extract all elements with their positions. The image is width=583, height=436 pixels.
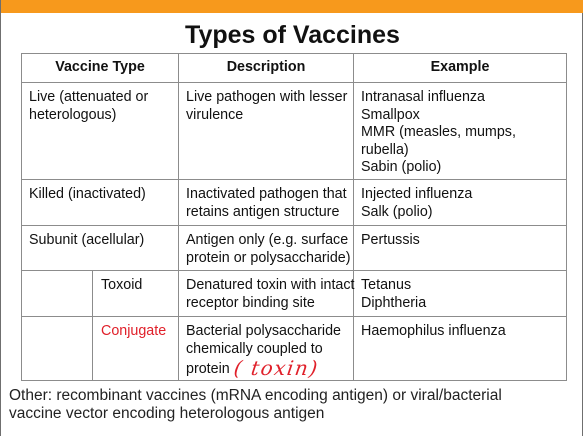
table-row-live [22,83,567,180]
table-row-killed [22,180,567,226]
description-line: protein or polysaccharide) [186,249,351,266]
handwritten-annotation: ( toxin) [232,356,321,380]
description-line: protein [186,361,230,377]
example-line: Intranasal influenza [361,89,486,105]
description-line-with-note [186,358,351,379]
description-line: receptor binding site [186,294,315,311]
top-accent-bar [1,0,583,13]
vaccine-type-cell [22,226,179,271]
description-cell [179,180,354,226]
vaccine-type-line: Live (attenuated or [29,89,149,105]
description-line: Antigen only (e.g. surface [186,232,349,248]
subtype-cell [93,271,179,317]
header-vaccine-type: Vaccine Type [22,54,179,83]
subtype-label-toxoid: Toxoid [101,277,143,293]
example-cell [354,271,567,317]
footer-note [9,387,569,423]
vaccine-type-line: Killed (inactivated) [29,186,146,202]
example-line: Diphtheria [361,294,427,311]
vaccine-type-line: Subunit (acellular) [29,232,145,248]
description-cell [179,317,354,381]
header-example: Example [354,54,567,83]
vaccine-type-line: heterologous) [29,106,117,123]
example-line: MMR (measles, mumps, [361,124,516,140]
subtype-label-conjugate: Conjugate [101,323,167,339]
example-line: Tetanus [361,277,412,293]
example-cell [354,180,567,226]
description-line: chemically coupled to [186,340,323,357]
vaccine-types-table [21,53,567,381]
description-line: Denatured toxin with intact [186,277,355,293]
example-line: Salk (polio) [361,203,433,220]
description-line: Inactivated pathogen that [186,186,347,202]
description-cell [179,226,354,271]
footer-line: vaccine vector encoding heterologous antigen [9,405,325,422]
description-line: Bacterial polysaccharide [186,323,341,339]
description-cell [179,83,354,180]
description-cell [179,271,354,317]
description-line: virulence [186,106,244,123]
example-cell [354,226,567,271]
example-cell [354,83,567,180]
example-line: Injected influenza [361,186,473,202]
description-line: retains antigen structure [186,203,340,220]
table-header-row [22,54,567,83]
header-description: Description [179,54,354,83]
footer-line: Other: recombinant vaccines (mRNA encoding antigen) or viral/bacterial [9,387,502,404]
table-row-subunit [22,226,567,271]
example-cell [354,317,567,381]
empty-indent-cell [22,271,93,317]
table-row-toxoid [22,271,567,317]
example-line: rubella) [361,141,409,158]
vaccine-type-cell [22,83,179,180]
example-line: Sabin (polio) [361,159,442,175]
example-line: Pertussis [361,232,420,248]
description-line: Live pathogen with lesser [186,89,348,105]
example-line: Smallpox [361,106,420,123]
table-row-conjugate [22,317,567,381]
example-line: Haemophilus influenza [361,323,506,339]
empty-indent-cell [22,317,93,381]
vaccine-type-cell [22,180,179,226]
subtype-cell [93,317,179,381]
slide-title: Types of Vaccines [185,21,400,49]
